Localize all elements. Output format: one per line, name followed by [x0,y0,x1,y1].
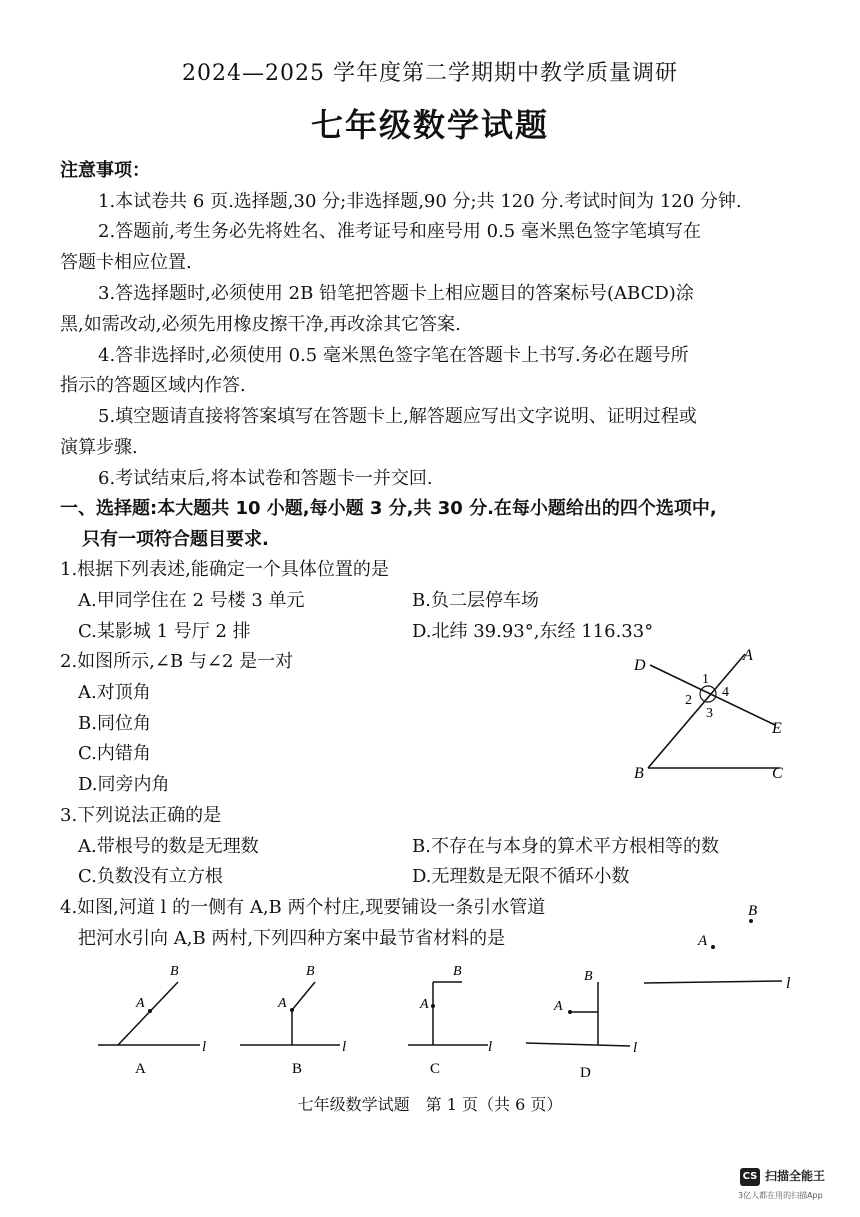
q4-stem-line2: 把河水引向 A,B 两村,下列四种方案中最节省材料的是 [78,928,506,949]
option-d-river-label: l [633,1040,638,1056]
angle-2-label: 2 [685,693,692,708]
camscanner-tagline: 3亿人都在用的扫描App [738,1191,823,1200]
option-c-diagram [408,982,488,1045]
q1-option-d: D.北纬 39.93°,东经 116.33° [412,621,654,642]
q4-stem-line1: 4.如图,河道 l 的一侧有 A,B 两个村庄,现要铺设一条引水管道 [60,897,546,918]
option-b-label-b: B [306,964,315,979]
option-d-label-a: A [554,999,563,1014]
note-2b: 答题卡相应位置. [60,252,192,273]
option-d-label-b: B [584,969,593,984]
q3-option-d: D.无理数是无限不循环小数 [412,866,630,887]
label-b: B [634,765,644,782]
note-1: 1.本试卷共 6 页.选择题,30 分;非选择题,90 分;共 120 分.考试时间为 120 分钟. [98,191,742,212]
q2-option-b: B.同位角 [78,713,151,734]
note-5b: 演算步骤. [60,437,138,458]
option-a-diagram [98,982,200,1045]
option-b-village-a [290,1008,294,1012]
note-6: 6.考试结束后,将本试卷和答题卡一并交回. [98,468,433,489]
note-4a: 4.答非选择时,必须使用 0.5 毫米黑色签字笔在答题卡上书写.务必在题号所 [98,345,689,366]
q2-figure [620,640,800,790]
camscanner-logo: CS [740,1168,760,1186]
angle-4-label: 4 [722,685,729,700]
q3-stem: 3.下列说法正确的是 [60,805,222,826]
note-3b: 黑,如需改动,必须先用橡皮擦干净,再改涂其它答案. [60,314,461,335]
option-a-label-a: A [136,996,145,1011]
q1-option-c: C.某影城 1 号厅 2 排 [78,621,251,642]
q1-stem: 1.根据下列表述,能确定一个具体位置的是 [60,559,389,580]
option-c-letter: C [430,1061,441,1077]
q3-option-a: A.带根号的数是无理数 [78,836,259,857]
village-a-label: A [698,933,708,949]
notes-heading: 注意事项： [60,160,150,181]
note-3a: 3.答选择题时,必须使用 2B 铅笔把答题卡上相应题目的答案标号(ABCD)涂 [98,283,694,304]
label-d: D [634,657,646,674]
q2-option-d: D.同旁内角 [78,774,170,795]
q4-main-figure [640,895,800,1005]
option-c-label-a: A [420,997,429,1012]
camscanner-name: 扫描全能王 [765,1169,826,1183]
exam-header: 2024—2025 学年度第二学期期中教学质量调研 [182,61,678,86]
q4-options-figure [90,960,650,1085]
option-a-river-label: l [202,1039,207,1055]
q2-option-c: C.内错角 [78,743,151,764]
label-c: C [772,765,783,782]
option-c-village-a [431,1004,435,1008]
q1-option-b: B.负二层停车场 [412,590,539,611]
q3-option-c: C.负数没有立方根 [78,866,223,887]
q1-option-a: A.甲同学住在 2 号楼 3 单元 [78,590,305,611]
option-b-river-label: l [342,1039,347,1055]
option-a-letter: A [135,1061,146,1077]
section-heading-line1: 一、选择题:本大题共 10 小题,每小题 3 分,共 30 分.在每小题给出的四个选项中, [60,498,717,519]
option-b-diagram [240,982,340,1045]
q2-stem: 2.如图所示,∠B 与∠2 是一对 [60,651,294,672]
note-4b: 指示的答题区域内作答. [60,375,246,396]
river-line [644,981,782,983]
option-a-village-a [148,1009,152,1013]
label-e: E [772,720,782,737]
page-footer: 七年级数学试题 第 1 页（共 6 页） [297,1095,563,1114]
village-b-label: B [748,903,758,919]
village-b-point [749,919,753,923]
village-a-point [711,945,715,949]
option-d-village-a [568,1010,572,1014]
option-c-river-label: l [488,1039,493,1055]
option-d-diagram [526,982,630,1046]
option-c-label-b: B [453,964,462,979]
q2-option-a: A.对顶角 [78,682,151,703]
angle-1-label: 1 [702,672,709,687]
river-label: l [786,975,791,992]
option-a-label-b: B [170,964,179,979]
angle-3-label: 3 [706,706,713,721]
section-heading-line2: 只有一项符合题目要求. [82,529,269,550]
q3-option-b: B.不存在与本身的算术平方根相等的数 [412,836,719,857]
option-b-letter: B [292,1061,303,1077]
note-5a: 5.填空题请直接将答案填写在答题卡上,解答题应写出文字说明、证明过程或 [98,406,697,427]
option-d-letter: D [580,1065,591,1081]
label-a: A [743,647,753,664]
note-2a: 2.答题前,考生务必先将姓名、准考证号和座号用 0.5 毫米黑色签字笔填写在 [98,221,701,242]
exam-title: 七年级数学试题 [310,106,549,144]
option-b-label-a: A [278,996,287,1011]
angle-arc [700,686,716,702]
